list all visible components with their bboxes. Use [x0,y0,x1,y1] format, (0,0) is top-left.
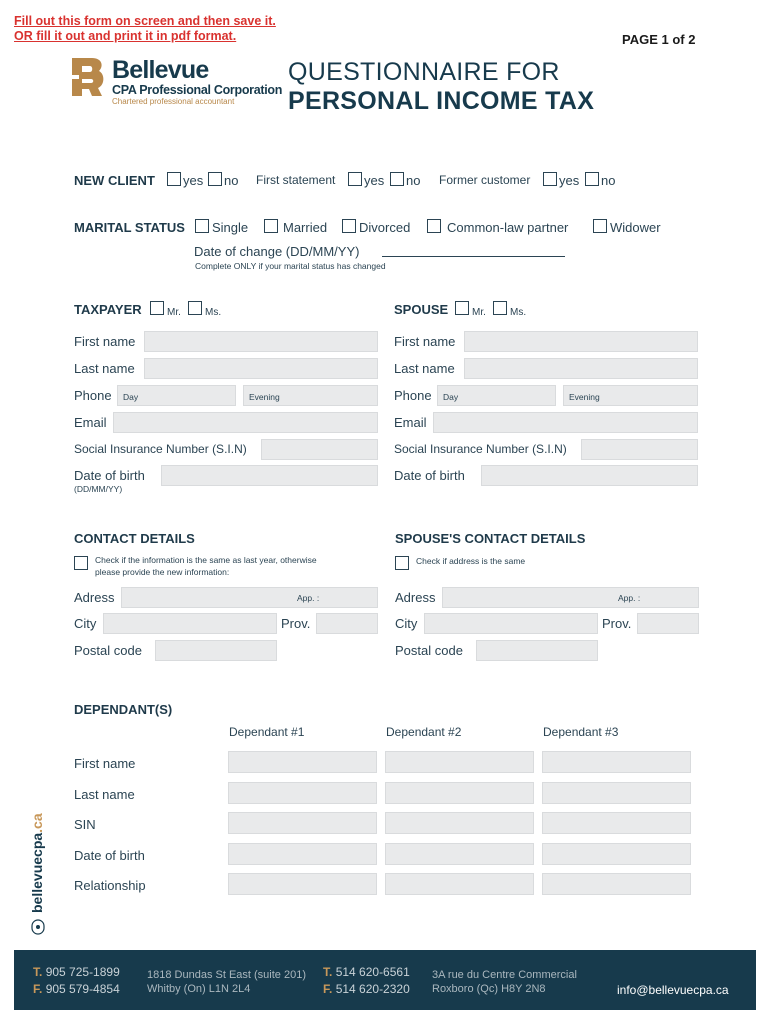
dependant-row-relationship-label: Relationship [74,878,146,893]
new-client-no-checkbox[interactable] [208,172,222,186]
contact-postal-label: Postal code [74,643,142,658]
taxpayer-dob-format: (DD/MM/YY) [74,484,123,494]
dependant-3-dob-field[interactable] [542,843,691,865]
first-statement-no-checkbox[interactable] [390,172,404,186]
dependant-2-dob-field[interactable] [385,843,534,865]
spouse-city-field[interactable] [424,613,598,634]
side-url-tld: .ca [29,813,45,833]
taxpayer-dob-label: Date of birth [74,468,145,483]
footer-f2-label: F. [323,982,333,996]
footer-bar [14,950,756,1010]
spouse-contact-same-checkbox[interactable] [395,556,409,570]
footer-phone-1: 905 725-1899 [45,965,120,979]
marital-widower-label: Widower [610,220,661,235]
footer-address-2-line-2: Roxboro (Qc) H8Y 2N8 [432,983,546,995]
taxpayer-sin-label: Social Insurance Number (S.I.N) [74,442,247,456]
contact-check-hint-line-1: Check if the information is the same as last year, otherwise [95,555,317,565]
footer-t2-label: T. [323,965,333,979]
taxpayer-phone-label: Phone [74,388,112,403]
contact-app-label: App. : [297,593,320,603]
dependant-row-first-name-label: First name [74,756,136,771]
form-title-line-2: PERSONAL INCOME TAX [288,87,595,115]
dependant-2-first-name-field[interactable] [385,751,534,773]
spouse-phone-label: Phone [394,388,432,403]
taxpayer-dob-field[interactable] [161,465,378,486]
first-statement-yes-checkbox[interactable] [348,172,362,186]
taxpayer-mr-label: Mr. [167,307,181,318]
first-statement-label: First statement [256,173,336,187]
spouse-postal-field[interactable] [476,640,598,661]
dependant-2-header: Dependant #2 [386,725,462,739]
new-client-yes-checkbox[interactable] [167,172,181,186]
footer-address-2-line-1: 3A rue du Centre Commercial [432,969,577,981]
taxpayer-label: TAXPAYER [74,302,142,317]
marital-hint: Complete ONLY if your marital status has changed [195,261,386,271]
bellevue-logo-icon [72,58,106,96]
marital-divorced-label: Divorced [359,220,411,235]
dependant-3-last-name-field[interactable] [542,782,691,804]
dependant-1-last-name-field[interactable] [228,782,377,804]
taxpayer-phone-day-label: Day [123,392,139,402]
spouse-first-name-field[interactable] [464,331,698,352]
taxpayer-email-field[interactable] [113,412,378,433]
dependant-1-sin-field[interactable] [228,812,377,834]
marital-common-law-label: Common-law partner [447,220,569,235]
dependant-3-relationship-field[interactable] [542,873,691,895]
contact-prov-label: Prov. [281,616,311,631]
taxpayer-phone-evening-label: Evening [249,392,280,402]
spouse-dob-label: Date of birth [394,468,465,483]
contact-details-label: CONTACT DETAILS [74,531,195,546]
spouse-address-field[interactable] [442,587,699,608]
marital-widower-checkbox[interactable] [593,219,607,233]
fill-instructions-line-1: Fill out this form on screen and then save it. [14,14,276,28]
new-client-yes-label: yes [183,173,204,188]
spouse-sin-field[interactable] [581,439,698,460]
date-of-change-label: Date of change (DD/MM/YY) [194,244,360,259]
first-statement-no-label: no [406,173,421,188]
new-client-no-label: no [224,173,239,188]
former-customer-no-label: no [601,173,616,188]
contact-city-field[interactable] [103,613,277,634]
footer-fax-1: 905 579-4854 [45,982,120,996]
dependant-3-sin-field[interactable] [542,812,691,834]
form-title-line-1: QUESTIONNAIRE FOR [288,58,560,86]
taxpayer-first-name-label: First name [74,334,136,349]
footer-t1-label: T. [33,965,43,979]
page-number: PAGE 1 of 2 [622,32,696,47]
first-statement-yes-label: yes [364,173,385,188]
spouse-dob-field[interactable] [481,465,698,486]
spouse-postal-label: Postal code [395,643,463,658]
spouse-last-name-field[interactable] [464,358,698,379]
contact-same-checkbox[interactable] [74,556,88,570]
dependant-1-relationship-field[interactable] [228,873,377,895]
marital-single-label: Single [212,220,249,235]
contact-address-field[interactable] [121,587,378,608]
footer-fax-2: 514 620-2320 [335,982,410,996]
taxpayer-first-name-field[interactable] [144,331,378,352]
former-customer-no-checkbox[interactable] [585,172,599,186]
footer-f1-label: F. [33,982,43,996]
spouse-phone-evening-label: Evening [569,392,600,402]
spouse-contact-label: SPOUSE'S CONTACT DETAILS [395,531,586,546]
dependant-1-dob-field[interactable] [228,843,377,865]
spouse-prov-label: Prov. [602,616,632,631]
spouse-prov-field[interactable] [637,613,699,634]
svg-text:bellevuecpa.ca [29,813,45,913]
taxpayer-last-name-label: Last name [74,361,135,376]
spouse-contact-check-hint: Check if address is the same [416,556,526,566]
marital-married-checkbox[interactable] [264,219,278,233]
new-client-label: NEW CLIENT [74,173,155,188]
spouse-city-label: City [395,616,418,631]
marital-divorced-checkbox[interactable] [342,219,356,233]
dependant-1-header: Dependant #1 [229,725,305,739]
contact-check-hint-line-2: please provide the new information: [95,567,230,577]
side-website-url [26,795,50,940]
former-customer-label: Former customer [439,173,531,187]
contact-city-label: City [74,616,97,631]
taxpayer-mr-checkbox[interactable] [150,301,164,315]
dependant-3-header: Dependant #3 [543,725,619,739]
dependant-3-first-name-field[interactable] [542,751,691,773]
marital-married-label: Married [283,220,328,235]
spouse-last-name-label: Last name [394,361,455,376]
taxpayer-sin-field[interactable] [261,439,378,460]
contact-prov-field[interactable] [316,613,378,634]
brand-name: Bellevue [112,56,209,84]
spouse-label: SPOUSE [394,302,449,317]
dependant-row-sin-label: SIN [74,817,96,832]
spouse-ms-checkbox[interactable] [493,301,507,315]
marital-status-label: MARITAL STATUS [74,220,185,235]
taxpayer-email-label: Email [74,415,107,430]
dependant-2-relationship-field[interactable] [385,873,534,895]
contact-address-label: Adress [74,590,115,605]
dependants-label: DEPENDANT(S) [74,702,173,717]
footer-address-1-line-1: 1818 Dundas St East (suite 201) [147,969,306,981]
taxpayer-ms-checkbox[interactable] [188,301,202,315]
spouse-email-field[interactable] [433,412,698,433]
spouse-ms-label: Ms. [510,307,527,318]
spouse-sin-label: Social Insurance Number (S.I.N) [394,442,567,456]
dependant-row-last-name-label: Last name [74,787,135,802]
spouse-phone-day-label: Day [443,392,459,402]
side-url-main: bellevuecpa [29,832,45,913]
spouse-app-label: App. : [618,593,641,603]
marital-single-checkbox[interactable] [195,219,209,233]
former-customer-yes-checkbox[interactable] [543,172,557,186]
spouse-email-label: Email [394,415,427,430]
contact-postal-field[interactable] [155,640,277,661]
footer-email-link[interactable]: info@bellevuecpa.ca [617,983,729,997]
dependant-2-sin-field[interactable] [385,812,534,834]
spouse-mr-checkbox[interactable] [455,301,469,315]
taxpayer-ms-label: Ms. [205,307,222,318]
taxpayer-last-name-field[interactable] [144,358,378,379]
dependant-1-first-name-field[interactable] [228,751,377,773]
dependant-row-dob-label: Date of birth [74,848,145,863]
former-customer-yes-label: yes [559,173,580,188]
brand-subtitle: CPA Professional Corporation [112,83,283,97]
marital-common-law-checkbox[interactable] [427,219,441,233]
spouse-address-label: Adress [395,590,436,605]
brand-tagline: Chartered professional accountant [112,97,235,106]
fill-instructions-line-2: OR fill it out and print it in pdf format. [14,29,237,43]
spouse-first-name-label: First name [394,334,456,349]
date-of-change-field[interactable] [382,256,565,257]
spouse-mr-label: Mr. [472,307,486,318]
footer-address-1-line-2: Whitby (On) L1N 2L4 [147,983,251,995]
footer-phone-2: 514 620-6561 [335,965,410,979]
dependant-2-last-name-field[interactable] [385,782,534,804]
